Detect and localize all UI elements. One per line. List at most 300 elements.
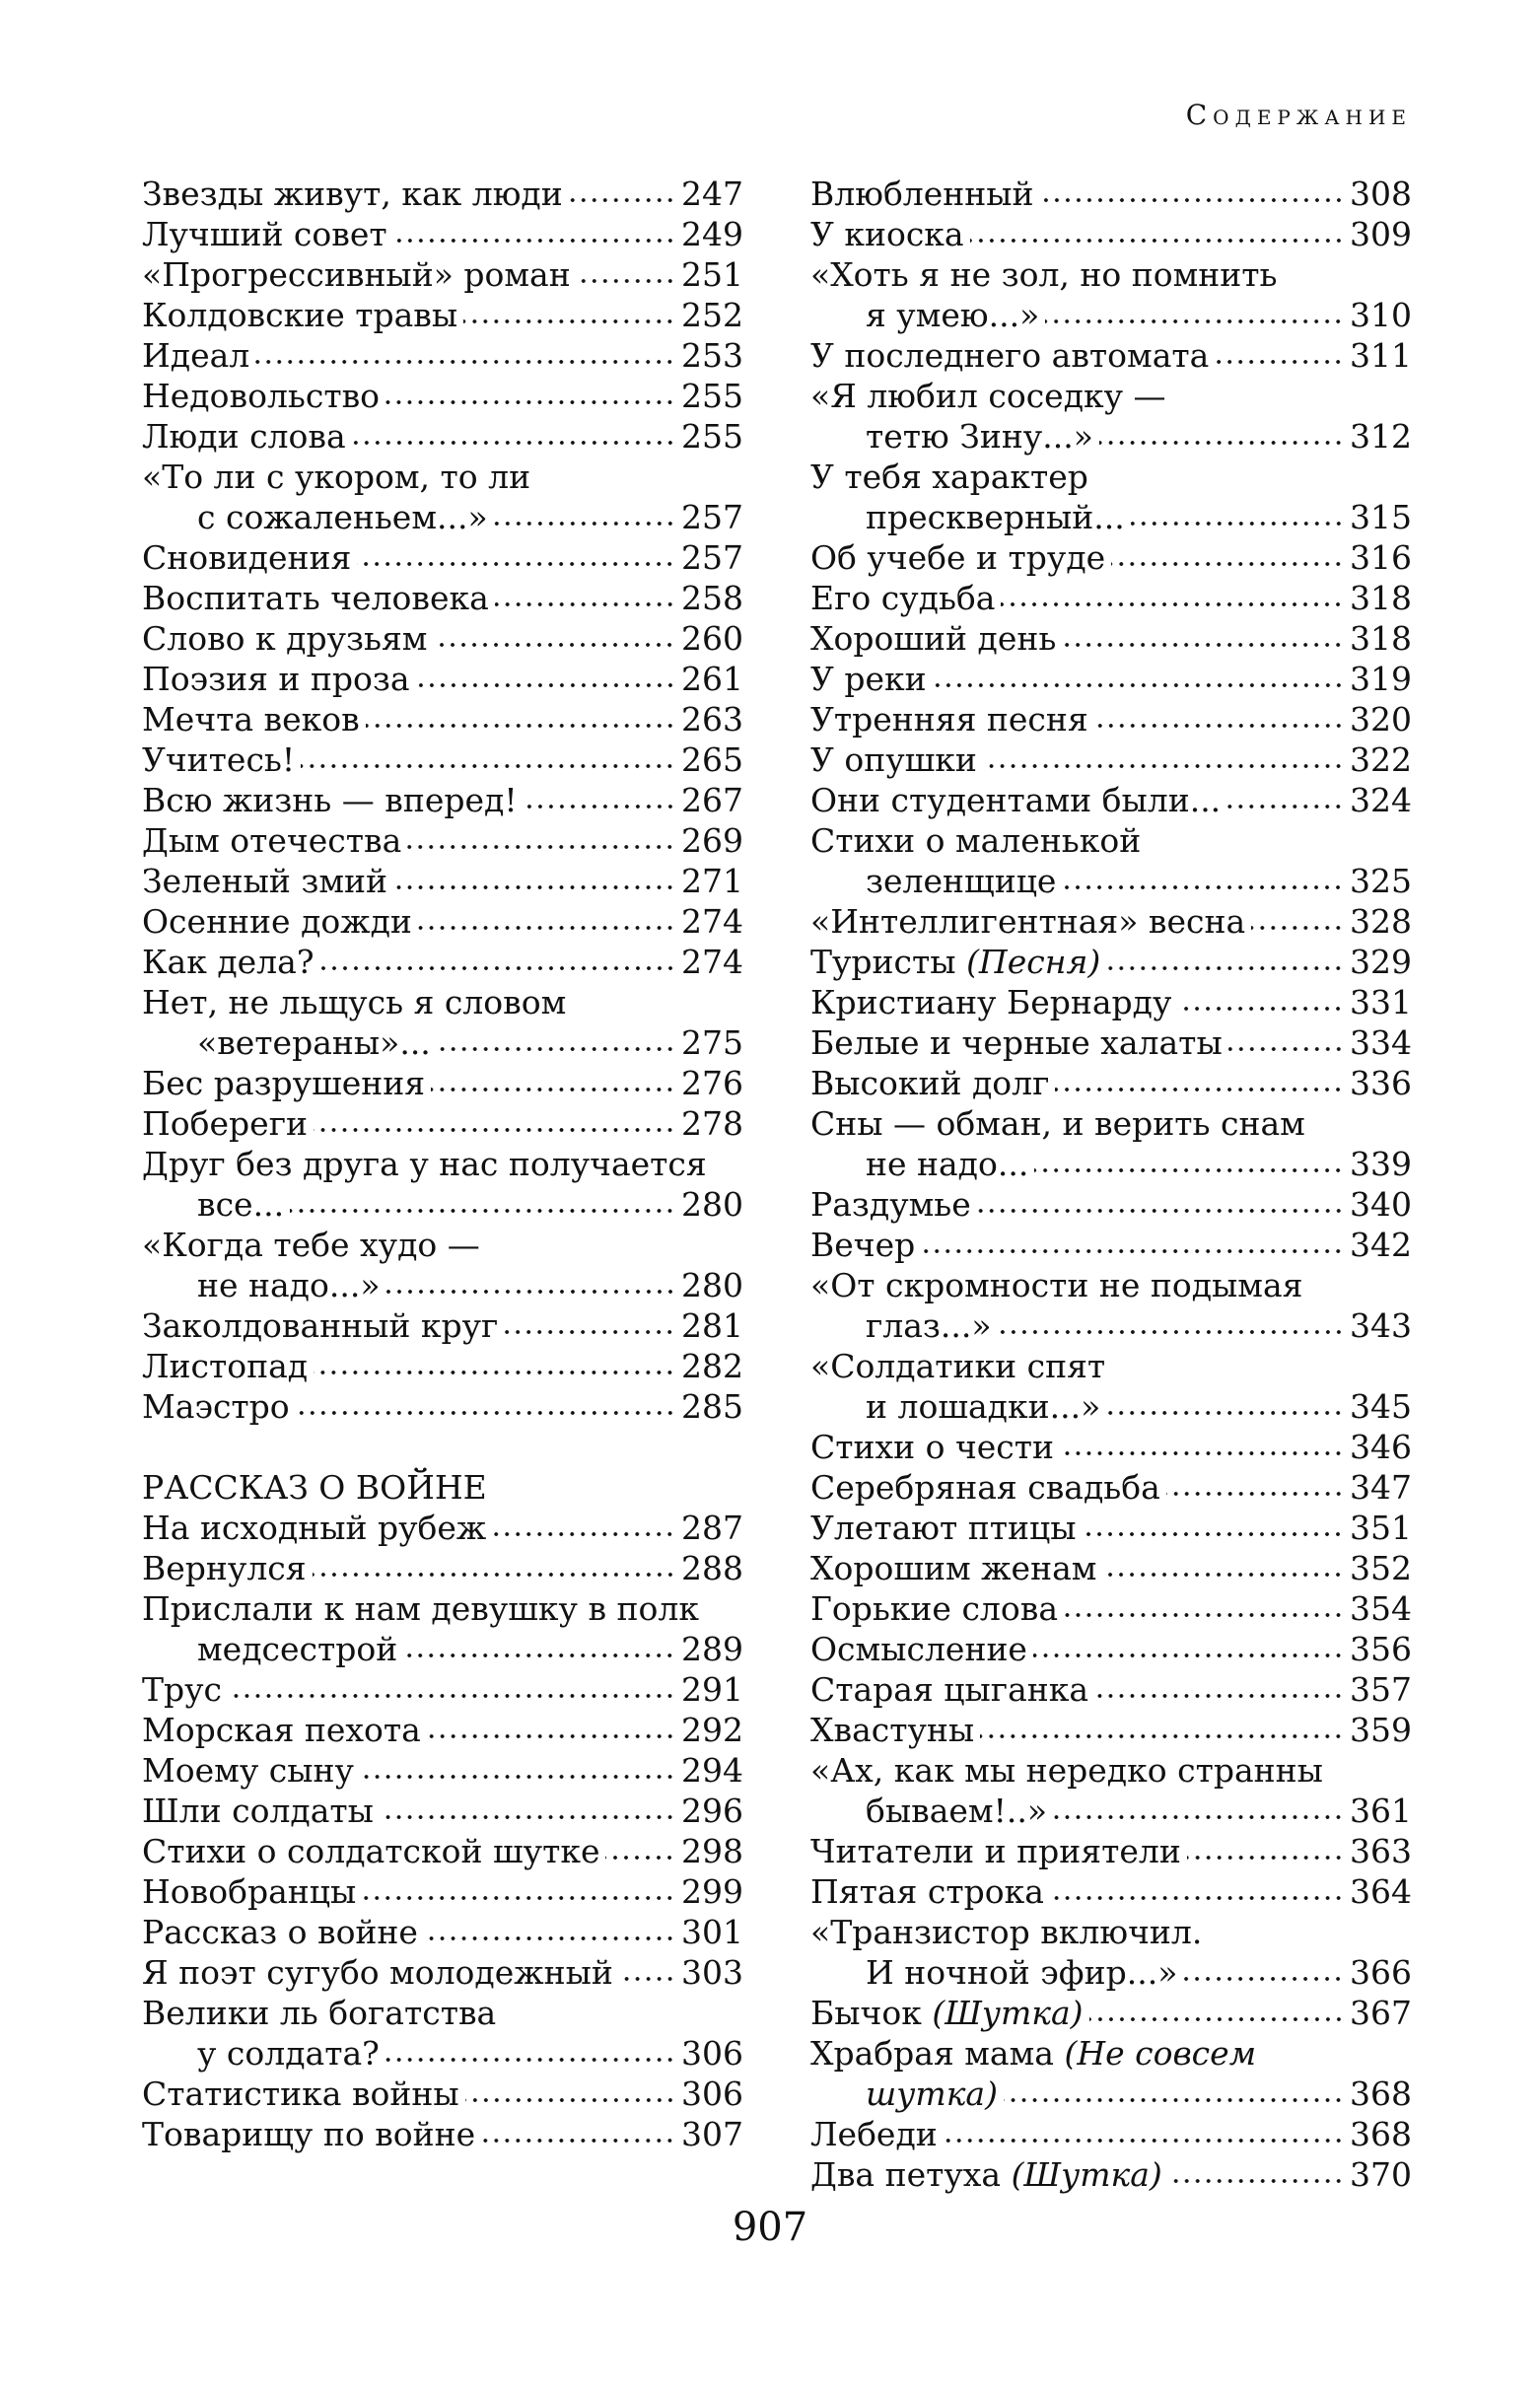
entry-title-text: Они студентами были... [810,781,1222,819]
toc-entry [142,1144,743,1184]
entry-title-text: Друг без друга у нас получается [142,1145,707,1183]
entry-page: 356 [1350,1630,1412,1668]
toc-entry [810,901,1412,942]
toc-entry [810,2074,1412,2114]
entry-title [810,1225,915,1265]
entry-title-text: тетю Зину...» [866,417,1093,456]
entry-title-text: с сожаленьем...» [197,498,488,536]
entry-title [142,942,315,982]
entry-title [142,1993,496,2033]
dot-leader [1053,1812,1344,1822]
entry-page: 296 [681,1792,743,1830]
entry-page: 258 [681,579,743,617]
entry-title-text: у солдата? [197,2034,380,2073]
entry-title-text: «Ах, как мы нередко странны [810,1751,1323,1790]
entry-title [810,1993,1084,2033]
toc-entry [142,2074,743,2114]
entry-title [142,1831,599,1871]
toc-entry [142,1346,743,1386]
dot-leader [255,357,675,367]
entry-page: 368 [1350,2075,1412,2113]
entry-title-text: Влюбленный [810,175,1034,213]
dot-leader [933,680,1344,690]
dot-leader [1131,519,1344,528]
entry-page: 366 [1350,1953,1412,1992]
entry-page: 282 [681,1347,743,1385]
toc-column-left [142,174,743,2154]
entry-title-text: «Когда тебе худо — [142,1226,480,1264]
entry-page: 339 [1350,1145,1412,1183]
toc-entry [810,618,1412,659]
dot-leader [403,1651,675,1660]
entry-page: 364 [1350,1872,1412,1911]
dot-leader [465,2095,675,2105]
toc-entry [142,1952,743,1993]
entry-title-text: Велики ль богатства [142,1994,497,2032]
dot-leader [977,1206,1344,1216]
entry-title [810,376,1166,416]
toc-entry [810,1225,1412,1265]
entry-title-text: Статистика войны [142,2075,459,2113]
toc-entry [810,1791,1412,1831]
entry-title [810,1022,1223,1063]
entry-title [142,1750,354,1791]
entry-page: 310 [1350,296,1412,334]
toc-entry [142,1548,743,1588]
entry-title-text: Стихи о маленькой [810,821,1142,860]
entry-title-text: «Прогрессивный» роман [142,255,571,294]
dot-leader [1001,599,1344,609]
dot-leader [569,195,675,205]
toc-entry [810,739,1412,780]
dot-leader [504,1327,675,1337]
toc-entry [142,1386,743,1427]
entry-page: 370 [1350,2155,1412,2194]
dot-leader [1183,1974,1344,1984]
entry-page: 340 [1350,1185,1412,1224]
entry-title [142,901,412,942]
entry-title [866,861,1056,901]
dot-leader [983,761,1344,771]
dot-leader [1062,640,1344,650]
entry-title [142,982,566,1022]
entry-page: 354 [1350,1589,1412,1628]
entry-title [810,982,1171,1022]
entry-title-text: Слово к друзьям [142,619,428,658]
dot-leader [1033,1651,1344,1660]
toc-entry [810,1103,1412,1144]
entry-page: 316 [1350,538,1412,577]
toc-entry [810,1427,1412,1467]
entry-title [142,1791,374,1831]
entry-title [866,295,1039,335]
toc-entry [142,1993,743,2033]
entry-page: 265 [681,740,743,779]
entry-title [810,618,1056,659]
toc-entry [810,174,1412,214]
entry-title [810,1508,1076,1548]
entry-title-text: Рассказ о войне [142,1913,418,1951]
dot-leader [1168,2176,1344,2186]
entry-title-text: Нет, не льщусь я словом [142,983,567,1021]
dot-leader [1166,1489,1344,1499]
entry-title [197,2033,380,2074]
entry-title-text: Вечер [810,1226,916,1264]
dot-leader [314,1368,675,1377]
dot-leader [1094,1691,1344,1701]
section-heading [142,1467,743,1508]
toc-entry [810,416,1412,457]
entry-title-text: Идеал [142,336,250,375]
entry-page: 329 [1350,943,1412,981]
entry-title [866,497,1125,537]
entry-page: 278 [681,1104,743,1143]
toc-entry [142,1103,743,1144]
entry-title-text: Прислали к нам девушку в полк [142,1589,699,1628]
entry-title-text: Люди слова [142,417,346,456]
entry-title-text: Осмысление [810,1630,1027,1668]
dot-leader [492,1529,675,1539]
entry-title [142,214,387,254]
toc-entry [810,497,1412,537]
entry-page: 325 [1350,862,1412,900]
dot-leader [495,599,675,609]
entry-title [142,578,489,618]
dot-leader [494,519,675,528]
entry-title [810,1912,1202,1952]
dot-leader [357,559,675,569]
toc-entry [810,1750,1412,1791]
entry-page: 287 [681,1509,743,1547]
toc-entry [142,739,743,780]
dot-leader [921,1246,1344,1256]
dot-leader [1060,1448,1344,1458]
toc-column-right [810,174,1412,2195]
entry-title [810,780,1221,820]
entry-title [142,1871,356,1912]
entry-title-text: Моему сыну [142,1751,354,1790]
entry-title-text: все... [197,1185,285,1224]
dot-leader [437,1044,675,1054]
entry-title-text: Об учебе и труде [810,538,1106,577]
entry-title-text: не надо... [866,1145,1029,1183]
entry-page: 267 [681,781,743,819]
toc-entry [142,1225,743,1265]
entry-title [866,1386,1100,1427]
entry-page: 315 [1350,498,1412,536]
entry-title-text: У последнего автомата [810,336,1210,375]
toc-entry [142,1184,743,1225]
entry-title-text: Кристиану Бернарду [810,983,1172,1021]
entry-title [810,1588,1058,1629]
entry-title [142,618,427,659]
toc-entry [810,2154,1412,2195]
entry-title-text: глаз...» [866,1306,992,1345]
entry-title [142,2114,475,2154]
entry-page: 346 [1350,1428,1412,1466]
entry-title [810,174,1034,214]
entry-page: 368 [1350,2115,1412,2153]
entry-title-text: Осенние дожди [142,902,412,941]
entry-page: 367 [1350,1994,1412,2032]
entry-title-text: Колдовские травы [142,296,458,334]
entry-title [142,1063,425,1103]
toc-entry [142,537,743,578]
entry-title [810,457,1088,497]
entry-title [142,416,346,457]
entry-title [866,1305,992,1346]
toc-entry [810,1710,1412,1750]
toc-entry [142,820,743,861]
entry-page: 319 [1350,660,1412,698]
toc-entry [810,1952,1412,1993]
toc-entry [810,254,1412,295]
entry-title [810,578,995,618]
dot-leader [998,1327,1344,1337]
dot-leader [418,923,675,933]
entry-title-text: «Интеллигентная» весна [810,902,1246,941]
entry-page: 312 [1350,417,1412,456]
entry-title [142,457,530,497]
dot-leader [352,438,675,448]
entry-page: 359 [1350,1711,1412,1749]
toc-entry [142,1831,743,1871]
dot-leader [427,1731,675,1741]
entry-page: 324 [1350,781,1412,819]
entry-page: 328 [1350,902,1412,941]
toc-entry [142,982,743,1022]
entry-title [810,1831,1181,1871]
dot-leader [1228,1044,1344,1054]
dot-leader [380,1812,675,1822]
entry-title [142,2074,459,2114]
entry-page: 334 [1350,1023,1412,1062]
dot-leader [1226,802,1344,811]
entry-title-text: Серебряная свадьба [810,1468,1160,1507]
entry-title-text: Дым отечества [142,821,402,860]
toc-entry [810,214,1412,254]
dot-leader [605,1853,675,1863]
entry-title-text: не надо...» [197,1266,381,1304]
entry-page: 260 [681,619,743,658]
entry-title [810,1669,1088,1710]
dot-leader [1034,1165,1344,1175]
entry-page: 322 [1350,740,1412,779]
dot-leader [1045,316,1344,326]
entry-title [810,942,1100,982]
dot-leader [431,1085,675,1094]
entry-page: 303 [681,1953,743,1992]
entry-title-text: Недовольство [142,377,381,415]
entry-title-text: прескверный... [866,498,1125,536]
entry-title [810,2154,1162,2195]
toc-entry [810,1467,1412,1508]
toc-entry [810,295,1412,335]
entry-title [197,1265,381,1305]
running-header: Содержание [1185,99,1412,131]
entry-page: 271 [681,862,743,900]
dot-leader [290,1206,675,1216]
entry-title-text: У тебя характер [810,457,1088,496]
entry-title-text: Как дела? [142,943,315,981]
entry-title-text: Читатели и приятели [810,1832,1181,1870]
entry-title-text: «Транзистор включил. [810,1913,1203,1951]
toc-entry [142,2114,743,2154]
entry-page: 345 [1350,1387,1412,1426]
entry-title-text: Заколдованный круг [142,1306,499,1345]
entry-page: 255 [681,417,743,456]
entry-page: 308 [1350,175,1412,213]
toc-entry [810,699,1412,739]
entry-page: 289 [681,1630,743,1668]
entry-title [810,335,1209,376]
toc-entry [142,1022,743,1063]
entry-title [810,901,1245,942]
entry-page: 342 [1350,1226,1412,1264]
dot-leader [366,721,675,731]
entry-title-text: Вернулся [142,1549,307,1587]
toc-entry [142,699,743,739]
entry-title [142,1588,699,1629]
entry-title-text: Стихи о чести [810,1428,1055,1466]
entry-title [810,2033,1256,2074]
entry-title-text: Улетают птицы [810,1509,1077,1547]
entry-title [810,1710,974,1750]
entry-subtitle: (Не совсем [1064,2034,1257,2073]
entry-page: 292 [681,1711,743,1749]
toc-entry [810,376,1412,416]
entry-title-text: Лучший совет [142,215,387,253]
dot-leader [301,761,675,771]
dot-leader [1102,1570,1344,1580]
entry-title-text: Учитесь! [142,740,296,779]
dot-leader [944,2136,1344,2145]
dot-leader [1111,559,1344,569]
toc-entry [810,861,1412,901]
dot-leader [1062,882,1344,892]
entry-title [810,1184,971,1225]
entry-title [866,1791,1047,1831]
entry-page: 257 [681,538,743,577]
entry-title [142,1508,486,1548]
dot-leader [314,1125,675,1135]
entry-title [810,1871,1044,1912]
entry-title-text: «Солдатики спят [810,1347,1106,1385]
entry-title-text: медсестрой [197,1630,398,1668]
dot-leader [1089,2014,1344,2024]
entry-title-text: Лебеди [810,2115,938,2153]
dot-leader [1050,1893,1344,1903]
entry-title-text: зеленщице [866,862,1057,900]
toc-entry [810,537,1412,578]
toc-entry [810,1669,1412,1710]
dot-leader [577,276,675,286]
entry-subtitle: (Шутка) [1011,2155,1162,2194]
entry-title [142,861,387,901]
entry-title-text: РАССКАЗ О ВОЙНЕ [142,1468,487,1507]
entry-title [142,1669,222,1710]
entry-page: 318 [1350,619,1412,658]
entry-title [810,739,977,780]
toc-entry [810,1508,1412,1548]
entry-title [810,659,927,699]
entry-title-text: Сновидения [142,538,352,577]
dot-leader [433,640,675,650]
entry-title-text: Хвастуны [810,1711,975,1749]
entry-title-text: Я поэт сугубо молодежный [142,1953,613,1992]
toc-entry [810,1629,1412,1669]
entry-page: 291 [681,1670,743,1709]
entry-title [866,1144,1028,1184]
entry-title-text: Высокий долг [810,1064,1050,1102]
toc-entry [142,942,743,982]
entry-title [197,1022,431,1063]
entry-title-text: Трус [142,1670,223,1709]
entry-title [810,1265,1302,1305]
dot-leader [1106,963,1344,973]
entry-title [142,254,571,295]
entry-page: 320 [1350,700,1412,738]
entry-page: 352 [1350,1549,1412,1587]
entry-title [810,1750,1323,1791]
entry-title-text: Горькие слова [810,1589,1059,1628]
toc-entry [810,1184,1412,1225]
entry-page: 311 [1350,336,1412,375]
entry-page: 298 [681,1832,743,1870]
entry-title [810,1548,1096,1588]
entry-title [142,1346,308,1386]
dot-leader [980,1731,1344,1741]
toc-entry [810,820,1412,861]
entry-title-text: И ночной эфир...» [866,1953,1178,1992]
dot-leader [386,1287,675,1297]
entry-title-text: Храбрая мама [810,2034,1054,2073]
entry-title-text: «Я любил соседку — [810,377,1166,415]
toc-entry [810,1831,1412,1871]
entry-page: 280 [681,1185,743,1224]
toc-entry [142,1710,743,1750]
entry-title [866,1952,1177,1993]
dot-leader [1177,1004,1344,1014]
entry-title-text: Зеленый змий [142,862,387,900]
dot-leader [481,2136,675,2145]
toc-entry [810,1305,1412,1346]
dot-leader [1082,1529,1344,1539]
entry-page: 269 [681,821,743,860]
toc-entry [810,2033,1412,2074]
entry-title-text: Сны — обман, и верить снам [810,1104,1305,1143]
entry-title-text: Поэзия и проза [142,660,410,698]
toc-entry [142,174,743,214]
entry-title-text: Хорошим женам [810,1549,1097,1587]
page-number: 907 [732,2205,808,2250]
entry-page: 299 [681,1872,743,1911]
entry-title [142,820,401,861]
dot-leader [1251,923,1344,933]
entry-title [810,699,1088,739]
toc-entry [810,942,1412,982]
dot-leader [1040,195,1344,205]
toc-entry [142,497,743,537]
dot-leader [1099,438,1344,448]
entry-title-text: У реки [810,660,927,698]
entry-page: 274 [681,902,743,941]
toc-entry [142,1750,743,1791]
entry-title-text: Стихи о солдатской шутке [142,1832,600,1870]
dot-leader [424,1934,675,1943]
entry-page: 261 [681,660,743,698]
entry-title-text: и лошадки...» [866,1387,1101,1426]
